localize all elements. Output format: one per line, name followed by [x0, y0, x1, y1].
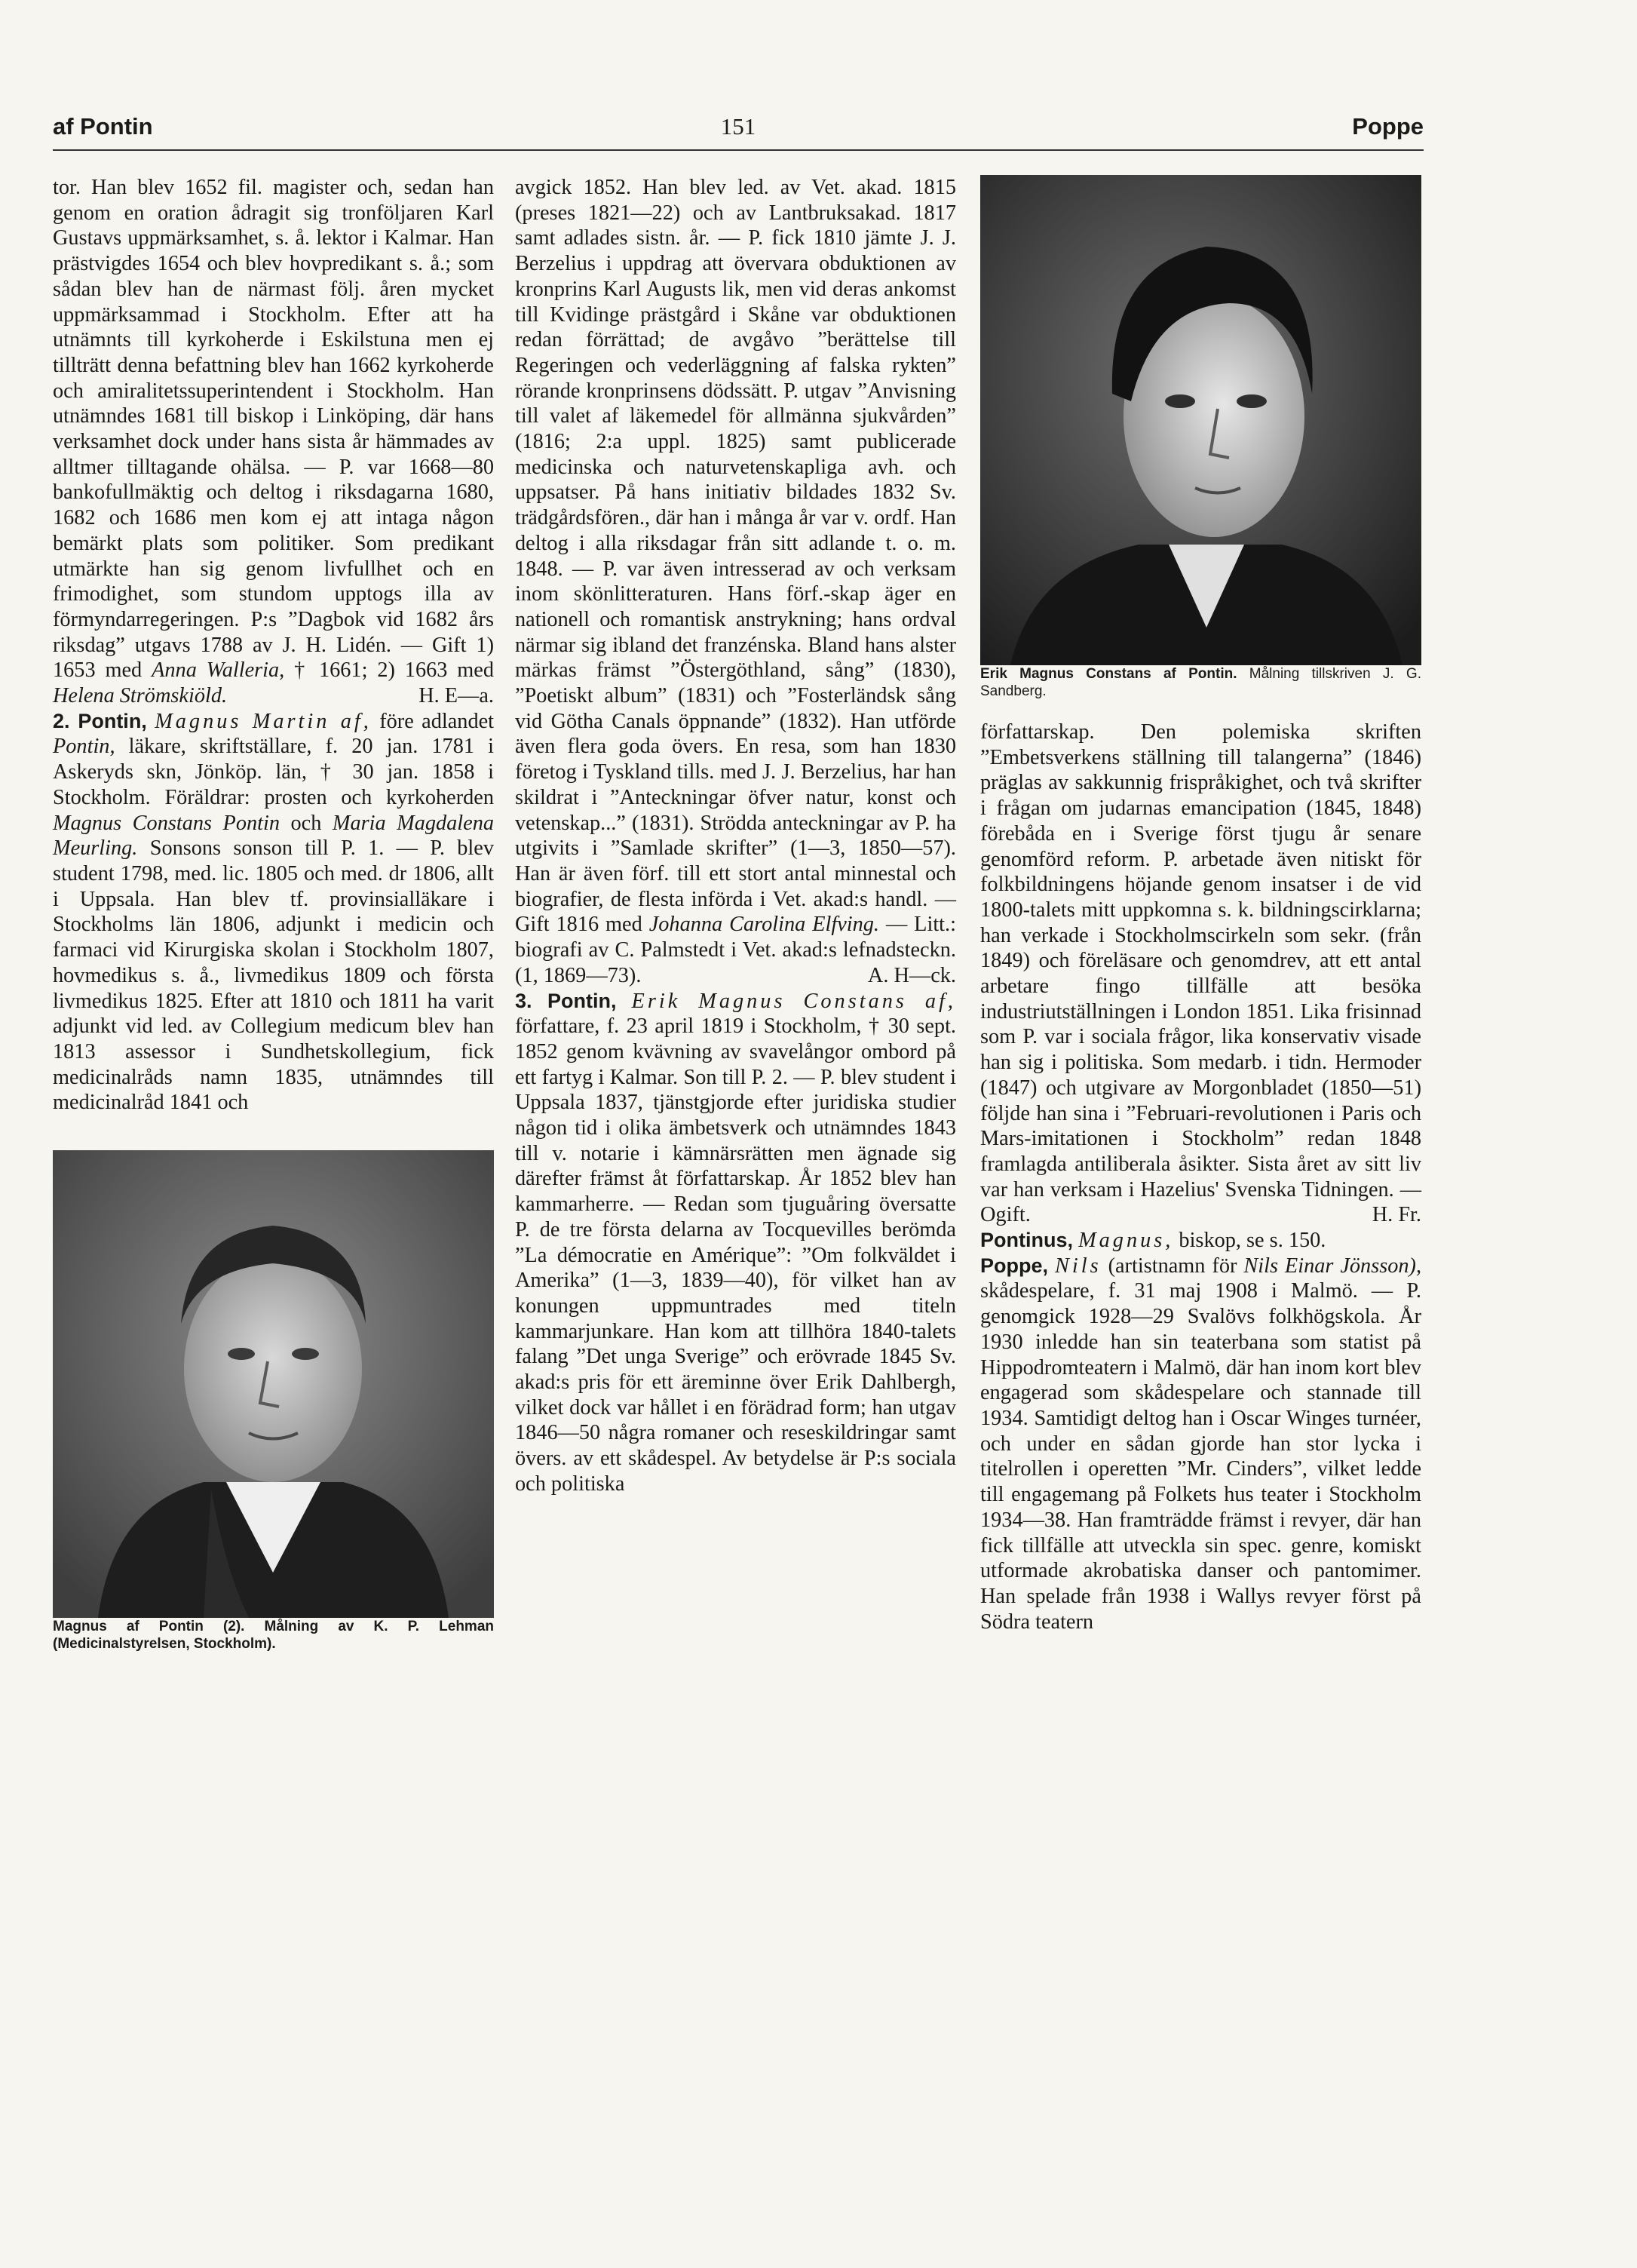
entry-pontin-2: [53, 709, 494, 1116]
name-italic: Magnus Constans Pontin: [53, 811, 280, 835]
portrait-erik-magnus-constans-af-pontin: [980, 175, 1421, 665]
text: biskop, se s. 150.: [1173, 1229, 1326, 1253]
text: avgick 1852. Han blev led. av Vet. akad. 1815 (preses 1821—22) och av Lantbruksakad. 1817 samt adlades sistn. år. — P. fick 1810 jämte J. J. Berzelius i uppdrag att övervara obduktionen av kronprins Karl Augusts lik, men vid deras ankomst till Kvidinge prästgård i Skåne var obduktionen redan förrättad; de avgåvo ”berättelse till Regeringen och vederläggning af falska rykten” rörande kronprinsens dödssätt. P. utgav ”Anvisning till valet af läkemedel för allmänna sjukvården” (1816; 2:a uppl. 1825) samt publicerade medicinska och naturvetenskapliga avh. och uppsatser. På hans initiativ bildades 1832 Sv. trädgårdsfören., där han i många år var v. ordf. Han deltog i alla riksdagar från sitt adlande t. o. m. 1848. — P. var även intresserad av och verksam inom skönlitteraturen. Hans förf.-skap äger en nationell och romantisk anstrykning; hans ordval närmar sig ibland det franzénska. Bland hans alster märkas främst ”Östergöthland, sång” (1830), ”Poetiskt album” (1831) och ”Fosterländsk sång vid Götha Canals öppnande” (1832). Han utförde även flera goda övers. En resa, som han 1830 företog i Tyskland tills. med J. J. Berzelius, har han skildrat i ”Anteckningar öfver natur, konst och vetenskap...” (1831). Strödda anteckningar av P. ha utgivits i ”Samlade skrifter” (1—3, 1850—57). Han är även förf. till ett stort antal minnestal och biografier, de flesta införda i Vet. akad:s handl. — Gift 1816 med: [515, 176, 956, 937]
text: och: [280, 811, 333, 835]
entry-pontinus: [980, 1228, 1421, 1254]
text: tor. Han blev 1652 fil. magister och, sedan han genom en oration ådragit sig tronföljaren Karl Gustavs uppmärksamhet, s. å. lektor i Kalmar. Han prästvigdes 1654 och blev hovpredikant s. å.; som sådan blev han de närmast följ. åren mycket uppmärksammad i Stockholm. Efter att ha utnämnts till kyrkoherde i Eskilstuna men ej tillträtt denna befattning blev han 1662 kyrkoherde och amiralitetssuperintendent i Stockholm. Han utnämndes 1681 till biskop i Linköping, där hans verksamhet dock under hans sista år hämmades av alltmer tilltagande ohälsa. — P. var 1668—80 bankofullmäktig och deltog i riksdagarna 1680, 1682 och 1686 men kom ej att intaga någon bemärkt plats som politiker. Som predikant utmärkte han sig genom livfullhet och en frimodighet, som stundom upptogs illa av förmyndarregeringen. P:s ”Dagbok vid 1682 års riksdag” utgavs 1788 av J. H. Lidén. — Gift 1) 1653 med: [53, 176, 494, 683]
header-left-title: af Pontin: [53, 113, 153, 140]
name-italic: Helena Strömskiöld.: [53, 684, 228, 708]
page-number: 151: [720, 113, 756, 140]
paragraph-pontin-1-cont: [53, 175, 494, 709]
entry-pontin-3: [515, 989, 956, 1497]
signature: H. E—a.: [418, 684, 494, 708]
entry-given-name: Nils: [1054, 1254, 1102, 1278]
caption-bold: Erik Magnus Constans af Pontin.: [980, 666, 1237, 682]
text: författare, f. 23 april 1819 i Stockholm, † 30 sept. 1852 genom kvävning av svavelångor ombord på ett fartyg i Kalmar. Son till P. 2. — P. blev student i Uppsala 1837, tjänstgjorde efter juridiska studier någon tid i olika ämbetsverk och utnämndes 1843 till v. notarie i kämnärsrätten men ägnade sig därefter främst åt författarskap. År 1852 blev han kammarherre. — Redan som tjuguåring översatte P. de tre första delarna av Tocquevilles berömda ”La démocratie en Amérique”: ”Om folkväldet i Amerika” (1—3, 1839—40), för vilket han av konungen uppmuntrades med titeln kammarjunkare. Han kom att tillhöra 1840-talets falang ”Det unga Sverige” och erövrade 1845 Sv. akad:s pris för ett äreminne över Erik Dahlbergh, vilket dock var hållet i en förädrad form; han utgav 1846—50 några romaner och reseskildringar samt övers. av ett skådespel. Av betydelse är P:s sociala och politiska: [515, 1014, 956, 1496]
entry-given-name: Erik Magnus Constans af,: [631, 989, 957, 1013]
portrait-caption-erik: [980, 665, 1421, 700]
paragraph-pontin-3-cont: [980, 720, 1421, 1228]
name-italic: Anna Walleria,: [152, 658, 285, 683]
entry-given-name: Magnus Martin af,: [155, 709, 372, 733]
portrait-image: [980, 175, 1421, 665]
text: — Litt.: biografi av C. Palmstedt i Vet. akad:s lefnadsteckn. (1, 1869—73).: [515, 913, 956, 987]
entry-headword: Pontinus,: [980, 1229, 1073, 1252]
text: (artistnamn för: [1101, 1254, 1244, 1278]
entry-headword: 2. Pontin,: [53, 709, 147, 732]
name-italic: Pontin,: [53, 735, 115, 759]
paragraph-pontin-2-cont: [515, 175, 956, 989]
entry-headword: Poppe,: [980, 1254, 1049, 1277]
running-header: [53, 113, 1424, 152]
header-rule: [53, 149, 1424, 151]
column-1: [53, 175, 494, 1653]
name-italic: Johanna Carolina Elfving.: [648, 913, 879, 937]
signature: H. Fr.: [1372, 1203, 1421, 1227]
text: läkare, skriftställare, f. 20 jan. 1781 i Askeryds skn, Jönköp. län, † 30 jan. 1858 i Stockholm. Föräldrar: prosten och kyrkoherden: [53, 735, 494, 809]
portrait-image: [53, 1150, 494, 1618]
name-italic: Maria Magdalena Meurling.: [53, 811, 495, 861]
entry-poppe: [980, 1254, 1421, 1635]
portrait-magnus-af-pontin: [53, 1150, 494, 1618]
text: skådespelare, f. 31 maj 1908 i Malmö. — P. genomgick 1928—29 Svalövs folkhögskola. År 1930 inledde han sin teaterbana som statist på Hippodromteatern i Malmö, där han inom kort blev engagerad som skådespelare och stannade till 1934. Samtidigt deltog han i Oscar Winges turnéer, och under en sådan gjorde han stor lycka i titelrollen i operetten ”Mr. Cinders”, vilket ledde till engagemang på Folkets hus teater i Stockholm 1934—38. Han framträdde främst i revyer, där han fick tillfälle att utveckla sin spec. genre, komiskt utformade akrobatiska danser och pantomimer. Han spelade från 1938 i Wallys revyer först på Södra teatern: [980, 1279, 1421, 1634]
text: † 1661; 2) 1663 med: [284, 658, 494, 683]
portrait-caption-magnus: Magnus af Pontin (2). Målning av K. P. Lehman (Medicinalstyrelsen, Stockholm).: [53, 1619, 494, 1653]
name-italic: Nils Einar Jönsson),: [1243, 1254, 1422, 1278]
text: före adlandet: [371, 709, 495, 733]
text: Sonsons sonson till P. 1. — P. blev student 1798, med. lic. 1805 och med. dr 1806, allt i Uppsala. Han blev tf. provinsialläkare i Stockholms län 1806, adjunkt i medicin och farmaci vid Kirurgiska skolan i Stockholm 1807, hovmedikus s. å., livmedikus 1809 och första livmedikus 1825. Efter att 1810 och 1811 ha varit adjunkt vid led. av Collegium medicum blev han 1813 assessor i Sundhetskollegium, fick medicinalråds namn 1835, utnämndes till medicinalråd 1841 och: [53, 836, 494, 1115]
caption-rest: Målning tillskriven J. G. Sandberg.: [980, 666, 1421, 699]
column-3: [980, 175, 1421, 1634]
signature: A. H—ck.: [867, 963, 956, 987]
text: författarskap. Den polemiska skriften ”Embetsverkens ställning till talangerna” (1846) präglas av sakkunnig frispråkighet, och två skrifter i frågan om judarnas emancipation (1845, 1848) förebåda en i Sverige först tjugu år senare genomförd reform. P. arbetade även nitiskt för folkbildningens höjande genom insatser i de vid 1800-talets mitt uppkomna s. k. bildningscirklarna; han verkade i Stockholmscirkeln som sekr. (från 1849) och föreläsare och genomdrev, att ett antal arbetare fingo tillfälle att besöka industriutställningen i London 1851. Lika frisinnad som P. var i sociala frågor, lika konservativ visade han sig i politiska. Som medarb. i tidn. Hermoder (1847) och utgivare av Morgonbladet (1850—51) följde han sina i ”Februari-revolutionen i Paris och Mars-imitationen i Stockholm” redan 1848 framlagda antiliberala åsikter. Sista året av sitt liv var han verksam i Hazelius' Svenska Tidningen. — Ogift.: [980, 720, 1421, 1227]
entry-headword: 3. Pontin,: [515, 989, 617, 1012]
column-2: [515, 175, 956, 1497]
header-right-title: Poppe: [1352, 113, 1424, 140]
entry-given-name: Magnus,: [1078, 1229, 1174, 1253]
